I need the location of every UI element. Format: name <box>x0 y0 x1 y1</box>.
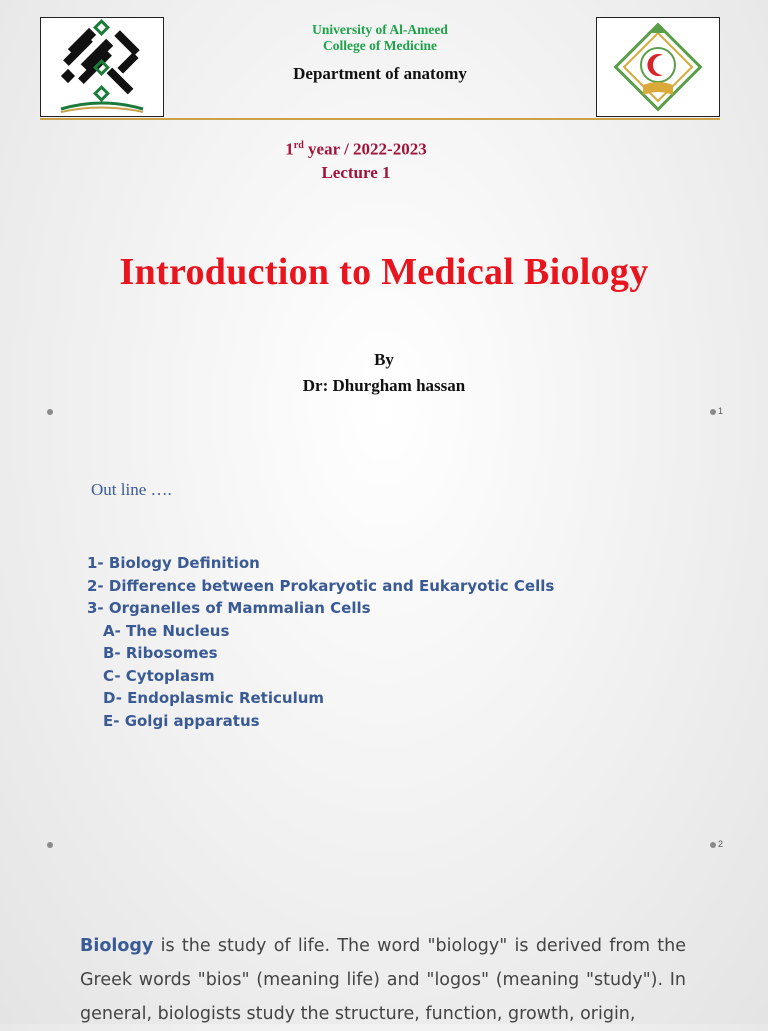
college-emblem-icon <box>603 19 713 115</box>
author-name: Dr: Dhurgham hassan <box>302 376 466 395</box>
outline-list <box>87 552 554 732</box>
university-name: University of Al-Ameed <box>312 22 448 37</box>
slide-marker-dot <box>47 842 53 848</box>
outline-subitem: A- The Nucleus <box>103 621 230 640</box>
slide-number: 2 <box>718 839 724 849</box>
college-logo-right <box>596 17 720 117</box>
biology-definition-paragraph <box>80 929 686 1031</box>
by-label: By <box>374 350 394 369</box>
academic-year-block <box>256 134 456 184</box>
slide-marker-dot <box>710 409 716 415</box>
outline-heading: Out line …. <box>91 480 172 499</box>
slide-marker-dot <box>47 409 53 415</box>
slide-3 <box>0 855 768 1024</box>
slide-2 <box>0 425 768 855</box>
outline-item: 3- Organelles of Mammalian Cells <box>87 599 371 617</box>
outline-subitem: D- Endoplasmic Reticulum <box>103 689 325 707</box>
department-name: Department of anatomy <box>293 64 467 83</box>
outline-subitem: E- Golgi apparatus <box>103 711 260 730</box>
slide-1 <box>0 0 768 425</box>
slide-marker-dot <box>710 842 716 848</box>
lecture-title: Introduction to Medical Biology <box>119 251 649 293</box>
header-banner <box>40 17 720 120</box>
outline-item: 2- Difference between Prokaryotic and Eukaryotic Cells <box>87 576 555 595</box>
author-block <box>0 347 768 399</box>
outline-subitem: C- Cytoplasm <box>103 666 215 685</box>
academic-year: 1rd year / 2022-2023 <box>285 139 427 159</box>
slide-number: 1 <box>718 406 724 416</box>
outline-item: 1- Biology Definition <box>87 554 260 572</box>
definition-text: is the study of life. The word "biology" is derived from the Greek words "bios" (meaning life) and "logos" (meaning "study"). In general, biologists study the structure, function, growth, origin, <box>80 936 686 1024</box>
biology-keyword: Biology <box>80 936 154 956</box>
college-name: College of Medicine <box>323 38 437 53</box>
outline-subitem: B- Ribosomes <box>103 644 218 662</box>
lecture-number: Lecture 1 <box>321 162 391 182</box>
